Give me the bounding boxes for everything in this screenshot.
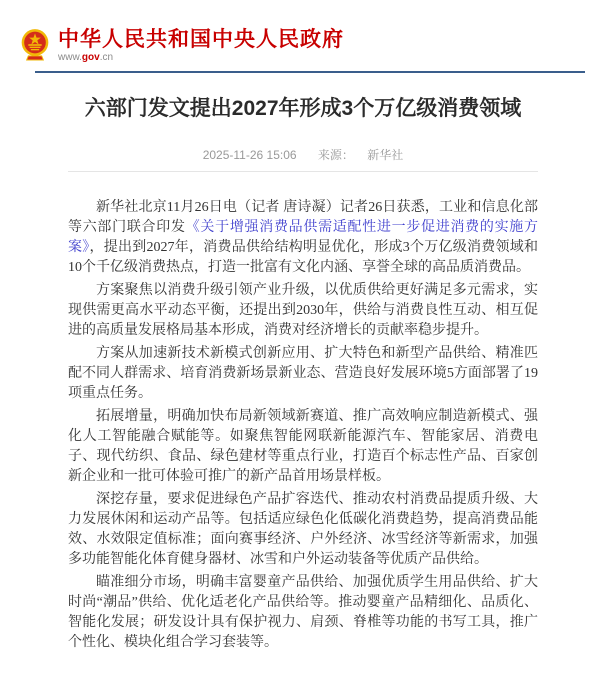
site-header <box>0 0 600 73</box>
article-body <box>68 198 538 653</box>
policy-document-link[interactable]: 《关于增强消费品供需适配性进一步促进消费的实施方案》 <box>68 220 539 255</box>
article-meta <box>68 147 538 163</box>
paragraph: 方案从加速新技术新模式创新应用、扩大特色和新型产品供给、精准匹配不同人群需求、培育消费新场景新业态、营造良好发展环境5方面部署了19项重点任务。 <box>68 346 538 401</box>
source-name: 新华社 <box>367 148 404 162</box>
header-divider <box>35 71 585 73</box>
meta-divider <box>68 171 538 172</box>
publish-date: 2025-11-26 15:06 <box>202 148 297 162</box>
site-name: 中华人民共和国中央人民政府 <box>58 28 344 51</box>
national-emblem-icon <box>20 28 50 62</box>
site-url: www.gov.cn <box>58 52 114 63</box>
brand-text <box>58 28 344 64</box>
paragraph: 深挖存量，要求促进绿色产品扩容迭代、推动农村消费品提质升级、大力发展休闲和运动产品等。包括适应绿色化低碳化消费趋势，提高消费品能效、水效限定值标准；面向赛事经济、户外经济、冰雪经济等新需求，加强多功能智能化体育健身器材、冰雪和户外运动装备等优质产品供给。 <box>68 492 538 567</box>
article-title: 六部门发文提出2027年形成3个万亿级消费领域 <box>84 97 522 120</box>
source-label: 来源： <box>317 148 354 162</box>
gov-home-link[interactable] <box>20 28 600 64</box>
paragraph-lead-post: ，提出到2027年，消费品供给结构明显优化，形成3个万亿级消费领域和10个千亿级消费热点，打造一批富有文化内涵、享誉全球的高品质消费品。 <box>68 240 538 275</box>
paragraph: 拓展增量，明确加快布局新领域新赛道、推广高效响应制造新模式、强化人工智能融合赋能等。如聚焦智能网联新能源汽车、智能家居、消费电子、现代纺织、食品、绿色建材等重点行业，打造百个标志性产品、百家创新企业和一批可体验可推广的新产品首用场景样板。 <box>68 409 538 484</box>
paragraph-lead <box>68 198 538 278</box>
paragraph: 瞄准细分市场，明确丰富婴童产品供给、加强优质学生用品供给、扩大时尚“潮品”供给、优化适老化产品供给等。推动婴童产品精细化、品质化、智能化发展；研发设计具有保护视力、肩颈、脊椎等功能的书写工具，推广个性化、模块化组合学习套装等。 <box>68 575 538 650</box>
paragraph: 方案聚焦以消费升级引领产业升级，以优质供给更好满足多元需求，实现供需更高水平动态平衡，还提出到2030年，供给与消费良性互动、相互促进的高质量发展格局基本形成，消费对经济增长的贡献率稳步提升。 <box>68 283 538 338</box>
article <box>68 95 538 653</box>
paragraph-lead-pre: 新华社北京11月26日电（记者 唐诗凝）记者26日获悉，工业和信息化部等六部门联合印发 <box>68 200 538 235</box>
